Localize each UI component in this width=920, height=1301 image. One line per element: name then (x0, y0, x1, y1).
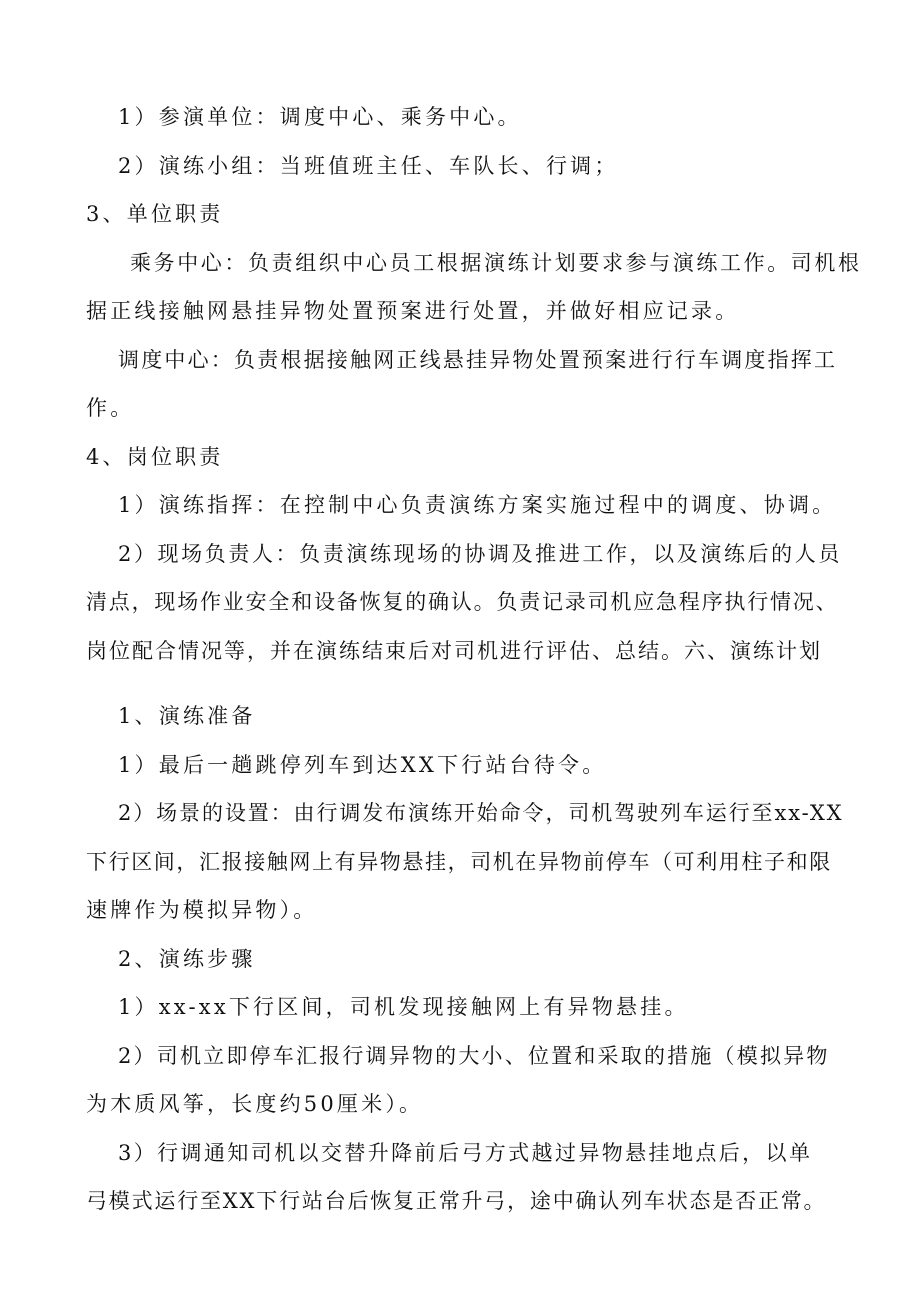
drill-steps-heading: 2、演练步骤 (118, 947, 256, 971)
scenario-setup-line-1: 2）场景的设置：由行调发布演练开始命令，司机驾驶列车运行至xx-XX (118, 801, 844, 825)
step-2-line-1: 2）司机立即停车汇报行调异物的大小、位置和采取的措施（模拟异物 (118, 1044, 830, 1068)
scenario-setup-line-2: 下行区间，汇报接触网上有异物悬挂，司机在异物前停车（可利用柱子和限 (86, 850, 832, 874)
scenario-setup-line-3: 速牌作为模拟异物）。 (86, 898, 318, 922)
dispatch-center-duty-line-1: 调度中心：负责根据接触网正线悬挂异物处置预案进行行车调度指挥工 (118, 348, 838, 372)
dispatch-center-duty-line-2: 作。 (86, 396, 135, 420)
drill-preparation-heading: 1、演练准备 (118, 704, 256, 728)
step-3-line-1: 3）行调通知司机以交替升降前后弓方式越过异物悬挂地点后，以单 (118, 1141, 813, 1165)
last-skip-train: 1）最后一趟跳停列车到达XX下行站台待令。 (118, 753, 607, 777)
drill-commander: 1）演练指挥：在控制中心负责演练方案实施过程中的调度、协调。 (118, 493, 837, 517)
crew-center-duty-line-2: 据正线接触网悬挂异物处置预案进行处置，并做好相应记录。 (86, 299, 740, 323)
section-heading-unit-duties: 3、单位职责 (86, 202, 224, 226)
site-leader-line-2: 清点，现场作业安全和设备恢复的确认。负责记录司机应急程序执行情况、 (86, 590, 839, 614)
step-1: 1）xx-xx下行区间，司机发现接触网上有异物悬挂。 (118, 995, 689, 1019)
drill-group: 2）演练小组：当班值班主任、车队长、行调； (118, 154, 619, 178)
site-leader-line-3: 岗位配合情况等，并在演练结束后对司机进行评估、总结。六、演练计划 (86, 639, 822, 663)
step-3-line-2: 弓模式运行至XX下行站台后恢复正常升弓，途中确认列车状态是否正常。 (86, 1189, 827, 1213)
step-2-line-2: 为木质风筝，长度约50厘米）。 (86, 1092, 424, 1116)
participating-units: 1）参演单位：调度中心、乘务中心。 (118, 105, 522, 129)
section-heading-post-duties: 4、岗位职责 (86, 445, 224, 469)
site-leader-line-1: 2）现场负责人：负责演练现场的协调及推进工作，以及演练后的人员 (118, 542, 842, 566)
crew-center-duty-line-1: 乘务中心：负责组织中心员工根据演练计划要求参与演练工作。司机根 (130, 251, 862, 275)
